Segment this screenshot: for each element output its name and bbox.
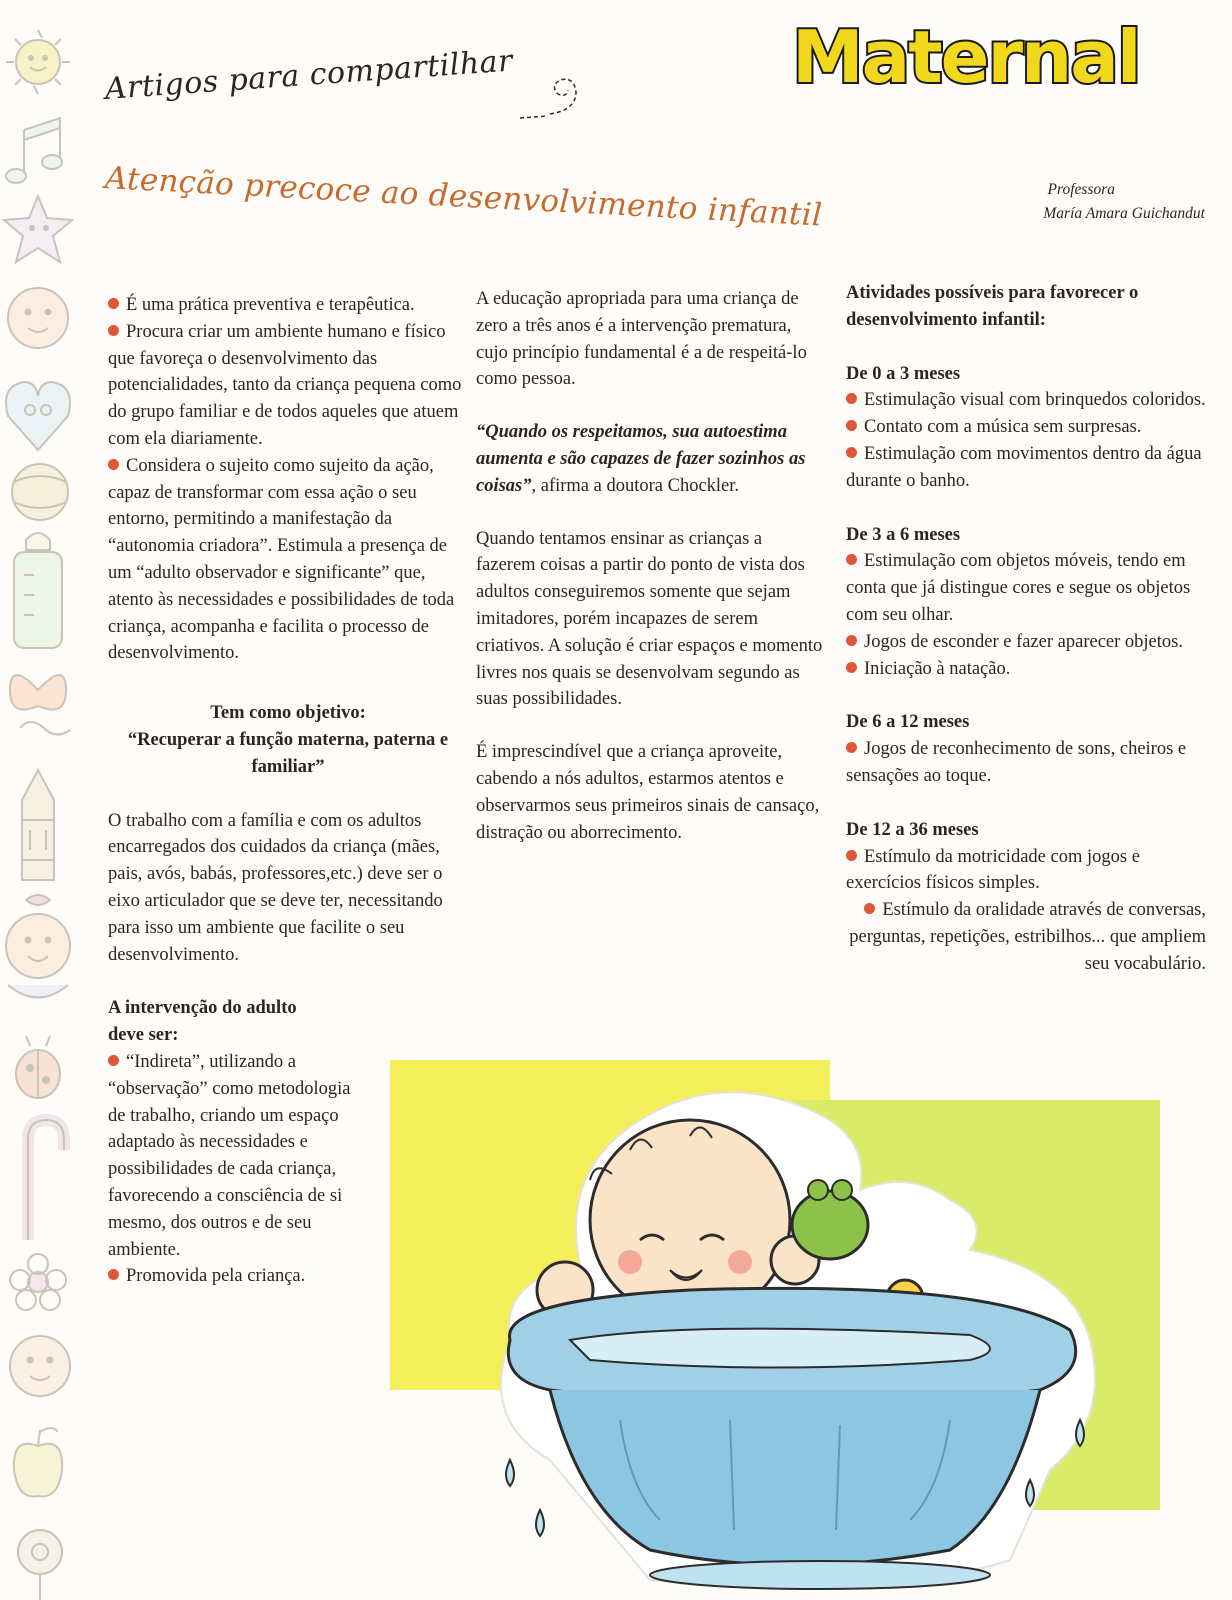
apple-icon	[14, 1428, 62, 1496]
activity-item: Jogos de esconder e fazer aparecer objetos.	[846, 629, 1206, 656]
music-note-icon	[6, 118, 62, 183]
section-label: Artigos para compartilhar	[103, 43, 514, 107]
age-group-title: De 6 a 12 meses	[846, 712, 970, 733]
column-right	[846, 280, 1206, 978]
objective-quote: “Recuperar a função materna, paterna e familiar”	[127, 729, 449, 777]
bullet-item: É uma prática preventiva e terapêutica.	[108, 292, 468, 319]
bullet-item: Promovida pela criança.	[108, 1263, 308, 1290]
bullet-icon	[846, 554, 857, 565]
star-icon	[4, 196, 72, 262]
intro-paragraph: A educação apropriada para uma criança de zero a três anos é a intervenção prematura, cujo princípio fundamental é a de respeitá-lo como pessoa.	[476, 289, 807, 390]
bullet-icon	[846, 447, 857, 458]
activity-item: Iniciação à natação.	[846, 656, 1206, 683]
svg-text:Maternal: Maternal	[792, 15, 1140, 99]
decorative-border	[0, 0, 92, 1600]
ladybug-icon	[16, 1036, 60, 1098]
activity-item: Estimulação visual com brinquedos coloridos.	[846, 387, 1206, 414]
age-group-title: De 12 a 36 meses	[846, 819, 979, 840]
baby-girl-face-icon	[6, 895, 70, 998]
bullet-icon	[846, 850, 857, 861]
bullet-icon	[846, 635, 857, 646]
author-name: María Amara Guichandut	[1043, 205, 1205, 222]
bullet-icon	[108, 1269, 119, 1280]
activity-item: Estímulo da oralidade através de conversas, perguntas, repetições, estribilhos... que ampliem seu vocabulário.	[849, 900, 1206, 974]
objective-heading: Tem como objetivo:	[210, 703, 366, 724]
bullet-icon	[864, 903, 875, 914]
activities-heading: Atividades possíveis para favorecer o desenvolvimento infantil:	[846, 283, 1139, 330]
intervention-heading: A intervenção do adulto deve ser:	[108, 998, 297, 1046]
bullet-item: Considera o sujeito como sujeito da ação, capaz de transformar com essa ação o seu entorno, permitindo a manifestação da “autonomia criadora”. Estimula a presença de um “adulto observador e significante” que, atento às necessidades e possibilidades de toda criança, acompanha e facilita o processo de desenvolvimento.	[108, 455, 455, 664]
butterfly-icon	[10, 675, 70, 735]
age-group-title: De 3 a 6 meses	[846, 524, 961, 545]
quote-text: “Quando os respeitamos, sua autoestima aumenta e são capazes de fazer sozinhos as coisas”	[476, 422, 806, 496]
page-title: Atenção precoce ao desenvolvimento infantil	[104, 160, 824, 234]
bullet-icon	[846, 742, 857, 753]
baby-bath-illustration	[390, 1040, 1170, 1600]
bullet-icon	[108, 298, 119, 309]
age-group-title: De 0 a 3 meses	[846, 363, 961, 384]
baby-face-icon	[10, 1336, 70, 1396]
crayon-icon	[22, 770, 54, 880]
bullet-icon	[846, 420, 857, 431]
paragraph: É imprescindível que a criança aproveite, cabendo a nós adultos, estarmos atentos e observarmos seus primeiros sinais de cansaço, distração ou aborrecimento.	[476, 742, 820, 843]
baby-face-icon	[8, 288, 68, 348]
activity-item: Contato com a música sem surpresas.	[846, 414, 1206, 441]
heart-icon	[6, 382, 70, 450]
bullet-icon	[108, 1055, 119, 1066]
bullet-icon	[846, 662, 857, 673]
paragraph: Quando tentamos ensinar as crianças a fazerem coisas a partir do ponto de vista dos adultos conseguiremos somente que sejam imitadores, porém incapazes de serem criativos. A solução é criar espaços e momento livres nos quais se desenvolvam segundo as suas possibilidades.	[476, 528, 823, 710]
activity-item: Estímulo da motricidade com jogos e exercícios físicos simples.	[846, 846, 1140, 894]
candy-cane-icon	[28, 1120, 64, 1240]
column-middle	[476, 286, 826, 846]
author-role: Professora	[1047, 181, 1115, 198]
author-credit	[960, 178, 1205, 226]
sun-icon	[6, 30, 70, 94]
flower-icon	[10, 1254, 66, 1310]
bullet-item: “Indireta”, utilizando a “observação” como metodologia de trabalho, criando um espaço adaptado às necessidades e possibilidades de cada criança, favorecendo a consciência de si mesmo, dos outros e de seu ambiente.	[108, 1051, 351, 1260]
bullet-icon	[108, 325, 119, 336]
bullet-icon	[846, 393, 857, 404]
ball-icon	[12, 464, 68, 520]
water-puddle	[650, 1561, 990, 1589]
bullet-icon	[108, 459, 119, 470]
bullet-item: Procura criar um ambiente humano e físico que favoreça o desenvolvimento das potencialidades, tanto da criança pequena como do grupo familiar e de todos aqueles que atuem com ela diariamente.	[108, 321, 462, 449]
activity-item: Jogos de reconhecimento de sons, cheiros e sensações ao toque.	[846, 739, 1187, 786]
rattle-icon	[18, 1530, 62, 1600]
activity-item: Estimulação com movimentos dentro da água durante o banho.	[846, 443, 1202, 491]
activity-item: Estimulação com objetos móveis, tendo em conta que já distingue cores e segue os objetos com seu olhar.	[846, 551, 1191, 625]
quote-paragraph: “Quando os respeitamos, sua autoestima aumenta e são capazes de fazer sozinhos as coisas”, afirma a doutora Chockler.	[476, 422, 806, 496]
baby-bottle-icon	[14, 533, 62, 648]
family-paragraph: O trabalho com a família e com os adultos encarregados dos cuidados da criança (mães, pais, avós, babás, professores,etc.) deve ser o eixo articulador que se deve ter, necessitando para isso um ambiente que facilite o seu desenvolvimento.	[108, 810, 443, 965]
maternal-logo	[782, 10, 1152, 100]
swirl-decoration	[520, 70, 590, 125]
